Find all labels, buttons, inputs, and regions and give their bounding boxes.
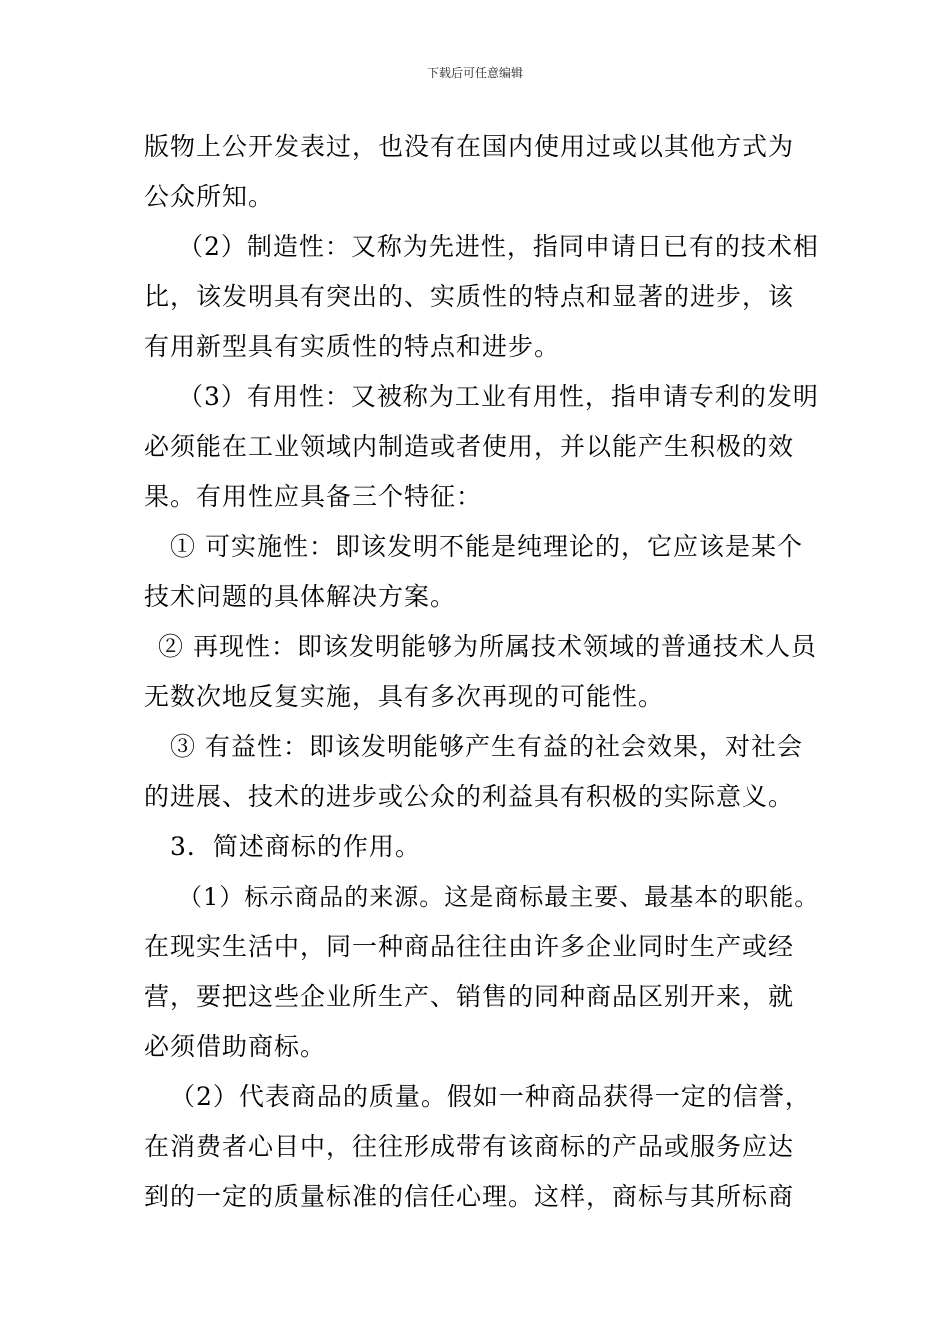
- text-line: 在消费者心目中，往往形成带有该商标的产品或服务应达: [144, 1132, 795, 1161]
- text-line: 有用新型具有实质性的特点和进步。: [144, 332, 561, 361]
- text-line: 技术问题的具体解决方案。: [144, 582, 457, 611]
- text-line: （2）制造性：又称为先进性，指同申请日已有的技术相: [178, 232, 819, 261]
- text-line: 无数次地反复实施，具有多次再现的可能性。: [144, 682, 665, 711]
- page-header: 下载后可任意编辑: [426, 66, 523, 80]
- text-line: 营，要把这些企业所生产、销售的同种商品区别开来，就: [144, 982, 795, 1011]
- text-line: 必须借助商标。: [144, 1032, 327, 1061]
- text-line: 公众所知。: [144, 182, 275, 211]
- text-line: 版物上公开发表过，也没有在国内使用过或以其他方式为: [144, 132, 795, 161]
- text-line: 必须能在工业领域内制造或者使用，并以能产生积极的效: [144, 432, 795, 461]
- text-line: （3）有用性：又被称为工业有用性，指申请专利的发明: [178, 382, 819, 411]
- text-line: （1）标示商品的来源。这是商标最主要、最基本的职能。: [178, 883, 820, 911]
- text-line: ③ 有益性：即该发明能够产生有益的社会效果，对社会: [170, 732, 803, 761]
- text-line: ② 再现性：即该发明能够为所属技术领域的普通技术人员: [158, 632, 817, 661]
- text-line: 果。有用性应具备三个特征：: [144, 482, 483, 511]
- document-body: [144, 122, 824, 1222]
- text-line: ① 可实施性：即该发明不能是纯理论的，它应该是某个: [170, 532, 803, 561]
- text-line: 在现实生活中，同一种商品往往由许多企业同时生产或经: [144, 932, 795, 961]
- text-line: （2）代表商品的质量。假如一种商品获得一定的信誉，: [170, 1082, 811, 1111]
- text-line: 到的一定的质量标准的信任心理。这样，商标与其所标商: [144, 1182, 795, 1211]
- text-line: 3．简述商标的作用。: [170, 832, 421, 861]
- text-line: 比，该发明具有突出的、实质性的特点和显著的进步，该: [144, 282, 795, 311]
- text-line: 的进展、技术的进步或公众的利益具有积极的实际意义。: [144, 782, 795, 811]
